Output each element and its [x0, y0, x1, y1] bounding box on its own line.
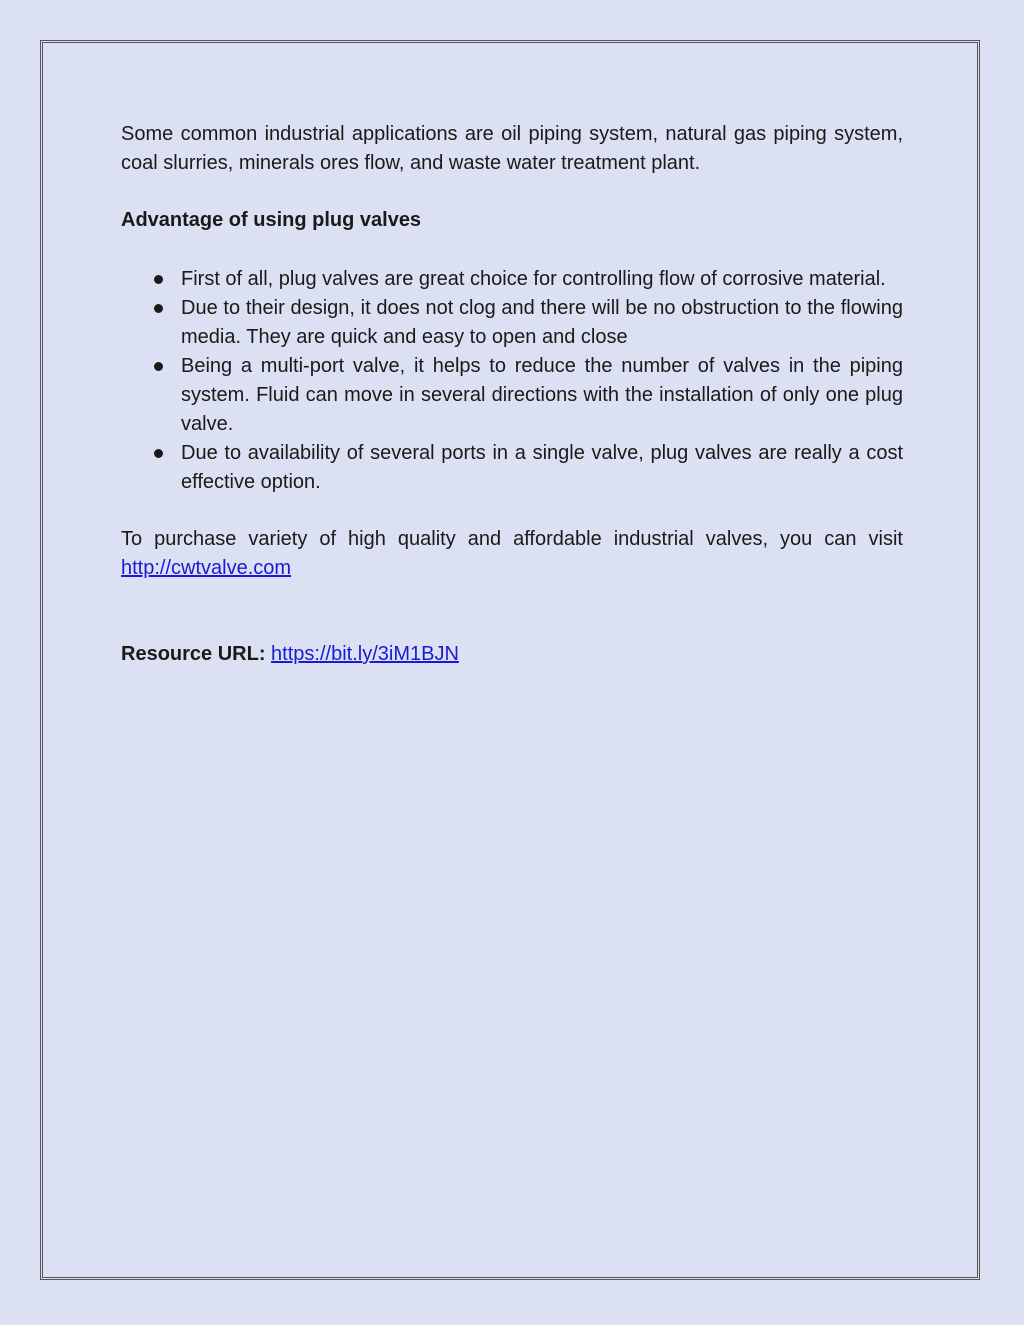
document-body [121, 120, 903, 669]
purchase-text: To purchase variety of high quality and affordable industrial valves, you can visit [121, 528, 903, 550]
advantages-list [121, 265, 903, 497]
list-item-text: Due to availability of several ports in a single valve, plug valves are really a cost effective option. [181, 442, 903, 493]
list-item [121, 294, 903, 352]
cwtvalve-link[interactable]: http://cwtvalve.com [121, 557, 292, 579]
bullet-icon [154, 362, 163, 371]
purchase-paragraph [121, 525, 903, 583]
list-item-text: Due to their design, it does not clog and there will be no obstruction to the flowing media. They are quick and easy to open and close [181, 297, 903, 348]
list-item [121, 352, 903, 439]
resource-line [121, 640, 903, 669]
section-heading: Advantage of using plug valves [121, 209, 422, 231]
list-item-text: Being a multi-port valve, it helps to reduce the number of valves in the piping system. Fluid can move in several directions with the installation of only one plug valve. [181, 355, 903, 435]
bullet-icon [154, 275, 163, 284]
bullet-icon [154, 449, 163, 458]
list-item [121, 265, 903, 294]
list-item-text: First of all, plug valves are great choice for controlling flow of corrosive material. [181, 268, 886, 290]
intro-paragraph: Some common industrial applications are oil piping system, natural gas piping system, coal slurries, minerals ores flow, and waste water treatment plant. [121, 123, 903, 174]
resource-label: Resource URL: [121, 643, 266, 665]
resource-link[interactable]: https://bit.ly/3iM1BJN [271, 643, 459, 665]
list-item [121, 439, 903, 497]
bullet-icon [154, 304, 163, 313]
